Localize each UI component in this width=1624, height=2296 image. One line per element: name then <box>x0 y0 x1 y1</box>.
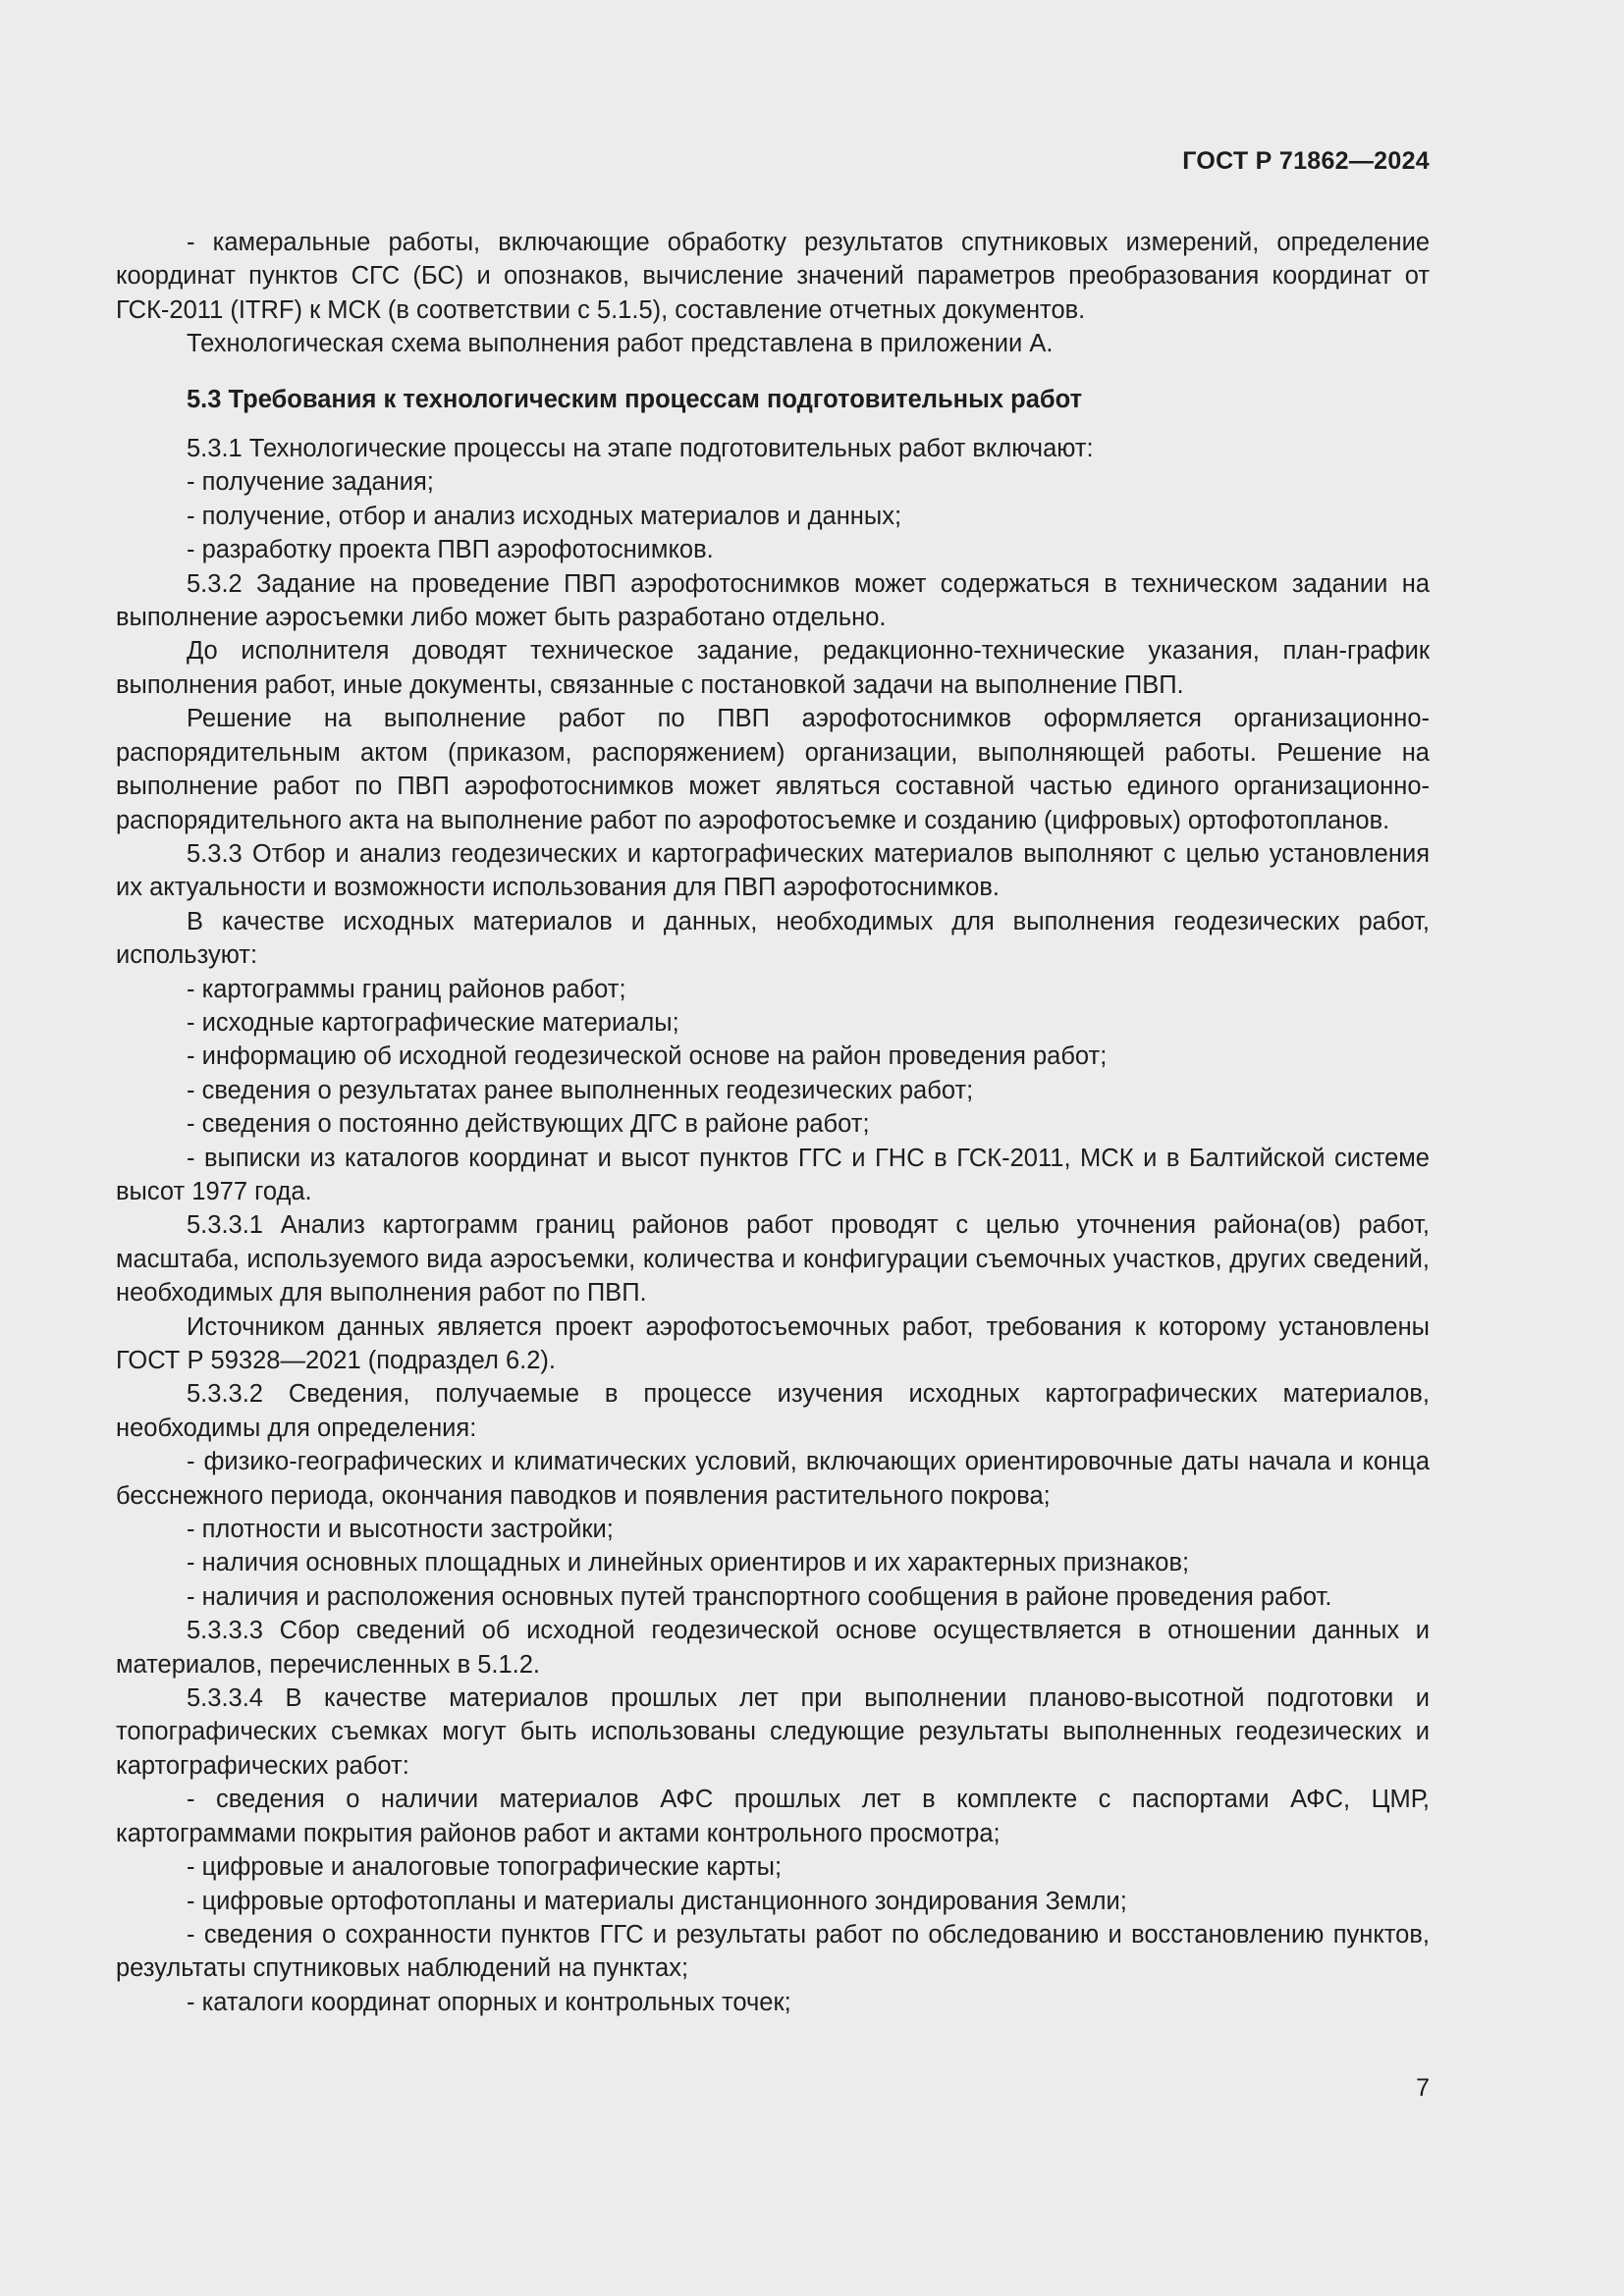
list-item: - выписки из каталогов координат и высот пунктов ГГС и ГНС в ГСК-2011, МСК и в Балтийской системе высот 1977 года. <box>116 1144 1430 1205</box>
list-item: - физико-географических и климатических условий, включающих ориентировочные даты начала и конца бесснежного периода, окончания паводков и появления растительного покрова; <box>116 1448 1430 1510</box>
paragraph: 5.3.3.1 Анализ картограмм границ районов работ проводят с целью уточнения района(ов) работ, масштаба, используемого вида аэросъемки, количества и конфигурации съемочных участков, других сведений, необходимых для выполнения работ по ПВП. <box>116 1211 1430 1308</box>
list-item: - плотности и высотности застройки; <box>187 1516 614 1544</box>
paragraph: 5.3.3.4 В качестве материалов прошлых лет при выполнении планово-высотной подготовки и топографических съемках могут быть использованы следующие результаты выполненных геодезических и картографических работ: <box>116 1684 1430 1780</box>
list-item: - сведения о наличии материалов АФС прошлых лет в комплекте с паспортами АФС, ЦМР, картограммами покрытия районов работ и актами контрольного просмотра; <box>116 1786 1430 1847</box>
paragraph: 5.3.3.3 Сбор сведений об исходной геодезической основе осуществляется в отношении данных и материалов, перечисленных в 5.1.2. <box>116 1617 1430 1679</box>
paragraph: 5.3.3.2 Сведения, получаемые в процессе изучения исходных картографических материалов, необходимы для определения: <box>116 1380 1430 1442</box>
section-heading: 5.3 Требования к технологическим процессам подготовительных работ <box>187 385 1083 413</box>
paragraph: 5.3.3 Отбор и анализ геодезических и картографических материалов выполняют с целью установления их актуальности и возможности использования для ПВП аэрофотоснимков. <box>116 839 1430 902</box>
list-item: - сведения о результатах ранее выполненных геодезических работ; <box>187 1076 974 1104</box>
list-item: - наличия основных площадных и линейных ориентиров и их характерных признаков; <box>187 1549 1190 1577</box>
list-item: - исходные картографические материалы; <box>187 1008 679 1037</box>
list-item: - сведения о постоянно действующих ДГС в районе работ; <box>187 1110 870 1139</box>
list-item: - каталоги координат опорных и контрольных точек; <box>187 1988 791 2016</box>
document-body <box>116 226 1430 2019</box>
list-item: - информацию об исходной геодезической основе на район проведения работ; <box>187 1042 1108 1071</box>
paragraph: В качестве исходных материалов и данных, необходимых для выполнения геодезических работ, используют: <box>116 907 1430 970</box>
document-header: ГОСТ Р 71862—2024 <box>1182 147 1430 175</box>
list-item: - цифровые и аналоговые топографические карты; <box>187 1853 783 1882</box>
list-item: - цифровые ортофотопланы и материалы дистанционного зондирования Земли; <box>187 1887 1127 1915</box>
paragraph: Технологическая схема выполнения работ представлена в приложении А. <box>187 330 1054 358</box>
page-number: 7 <box>1416 2074 1430 2102</box>
paragraph: Источником данных является проект аэрофотосъемочных работ, требования к которому установлены ГОСТ Р 59328—2021 (подраздел 6.2). <box>116 1312 1430 1374</box>
list-item: - картограммы границ районов работ; <box>187 975 626 1003</box>
list-item: - разработку проекта ПВП аэрофотоснимков. <box>187 536 714 564</box>
list-item: - получение, отбор и анализ исходных материалов и данных; <box>187 502 902 530</box>
paragraph: - камеральные работы, включающие обработку результатов спутниковых измерений, определение координат пунктов СГС (БС) и опознаков, вычисление значений параметров преобразования координат от ГСК-2011 (ITRF) к МСК (в соответствии с 5.1.5), составление отчетных документов. <box>116 229 1430 324</box>
paragraph: Решение на выполнение работ по ПВП аэрофотоснимков оформляется организационно-распорядительным актом (приказом, распоряжением) организации, выполняющей работы. Решение на выполнение работ по ПВП аэрофотоснимков может являться составной частью единого организационно-распорядительного акта на выполнение работ по аэрофотосъемке и созданию (цифровых) ортофотопланов. <box>116 705 1430 834</box>
list-item: - сведения о сохранности пунктов ГГС и результаты работ по обследованию и восстановлению пунктов, результаты спутниковых наблюдений на пунктах; <box>116 1920 1430 1983</box>
paragraph: 5.3.2 Задание на проведение ПВП аэрофотоснимков может содержаться в техническом задании на выполнение аэросъемки либо может быть разработано отдельно. <box>116 569 1430 632</box>
paragraph: 5.3.1 Технологические процессы на этапе подготовительных работ включают: <box>187 435 1094 463</box>
list-item: - получение задания; <box>187 468 434 497</box>
list-item: - наличия и расположения основных путей транспортного сообщения в районе проведения работ. <box>187 1582 1332 1611</box>
paragraph: До исполнителя доводят техническое задание, редакционно-технические указания, план-график выполнения работ, иные документы, связанные с постановкой задачи на выполнение ПВП. <box>116 637 1430 699</box>
